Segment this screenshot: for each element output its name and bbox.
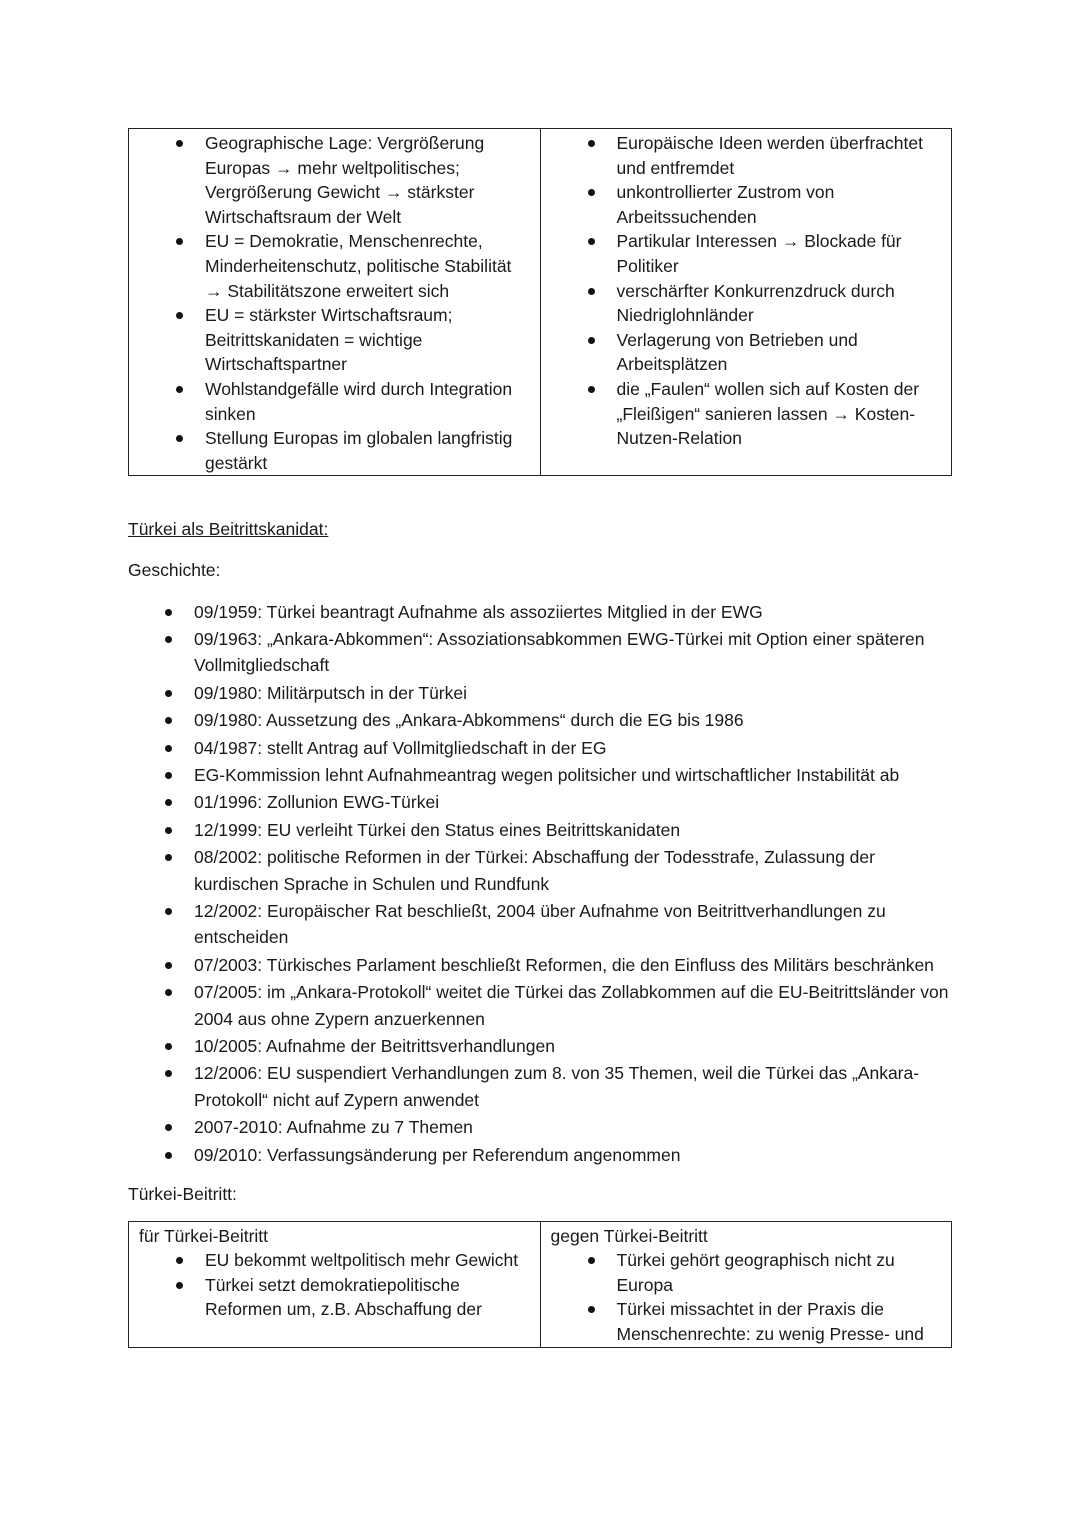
document-page: [128, 128, 952, 1348]
pro-column: [129, 129, 541, 476]
list-item: 2007-2010: Aufnahme zu 7 Themen: [194, 1114, 952, 1140]
list-item: die „Faulen“ wollen sich auf Kosten der „Fleißigen“ sanieren lassen → Kosten-Nutzen-Relation: [617, 377, 942, 451]
list-item: 10/2005: Aufnahme der Beitrittsverhandlungen: [194, 1033, 952, 1059]
list-item: 01/1996: Zollunion EWG-Türkei: [194, 789, 952, 815]
list-item: Wohlstandgefälle wird durch Integration sinken: [205, 377, 530, 426]
pro-tuerkei-column: [129, 1221, 541, 1347]
list-item: Stellung Europas im globalen langfristig gestärkt: [205, 426, 530, 475]
list-item: unkontrollierter Zustrom von Arbeitssuchenden: [617, 180, 942, 229]
column-header: für Türkei-Beitritt: [139, 1225, 269, 1246]
list-item: 08/2002: politische Reformen in der Türkei: Abschaffung der Todesstrafe, Zulassung der kurdischen Sprache in Schulen und Rundfunk: [194, 844, 952, 897]
list-item: 07/2003: Türkisches Parlament beschließt Reformen, die den Einfluss des Militärs beschränken: [194, 952, 952, 978]
list-item: 12/2002: Europäischer Rat beschließt, 2004 über Aufnahme von Beitrittverhandlungen zu entscheiden: [194, 898, 952, 951]
contra-column: [540, 129, 952, 476]
pro-tuerkei-list: [139, 1248, 530, 1322]
list-item: 09/1980: Aussetzung des „Ankara-Abkommens“ durch die EG bis 1986: [194, 707, 952, 733]
contra-tuerkei-column: [540, 1221, 952, 1347]
beitritt-label: Türkei-Beitritt:: [128, 1184, 237, 1205]
history-label: Geschichte:: [128, 559, 221, 580]
list-item: EU = stärkster Wirtschaftsraum; Beitrittskanidaten = wichtige Wirtschaftspartner: [205, 303, 530, 377]
history-list: [128, 599, 952, 1169]
pro-list: [139, 131, 530, 475]
list-item: Türkei missachtet in der Praxis die Menschenrechte: zu wenig Presse- und: [617, 1297, 942, 1346]
list-item: 09/2010: Verfassungsänderung per Referendum angenommen: [194, 1142, 952, 1168]
list-item: 12/2006: EU suspendiert Verhandlungen zum 8. von 35 Themen, weil die Türkei das „Ankara-Protokoll“ nicht auf Zypern anwendet: [194, 1060, 952, 1113]
list-item: Verlagerung von Betrieben und Arbeitsplätzen: [617, 328, 942, 377]
list-item: Türkei gehört geographisch nicht zu Europa: [617, 1248, 942, 1297]
list-item: EU = Demokratie, Menschenrechte, Minderheitenschutz, politische Stabilität → Stabilitätszone erweitert sich: [205, 229, 530, 303]
list-item: 12/1999: EU verleiht Türkei den Status eines Beitrittskanidaten: [194, 817, 952, 843]
list-item: Geographische Lage: Vergrößerung Europas → mehr weltpolitisches; Vergrößerung Gewicht → stärkster Wirtschaftsraum der Welt: [205, 131, 530, 229]
list-item: EG-Kommission lehnt Aufnahmeantrag wegen politsicher und wirtschaftlicher Instabilität ab: [194, 762, 952, 788]
column-header: gegen Türkei-Beitritt: [550, 1225, 708, 1246]
contra-list: [551, 131, 942, 451]
list-item: EU bekommt weltpolitisch mehr Gewicht: [205, 1248, 530, 1273]
list-item: Partikular Interessen → Blockade für Politiker: [617, 229, 942, 278]
list-item: Europäische Ideen werden überfrachtet und entfremdet: [617, 131, 942, 180]
contra-tuerkei-list: [551, 1248, 942, 1346]
list-item: 09/1963: „Ankara-Abkommen“: Assoziationsabkommen EWG-Türkei mit Option einer späteren Vollmitgliedschaft: [194, 626, 952, 679]
list-item: 04/1987: stellt Antrag auf Vollmitgliedschaft in der EG: [194, 735, 952, 761]
pro-contra-table: [128, 128, 952, 476]
list-item: 09/1959: Türkei beantragt Aufnahme als assoziiertes Mitglied in der EWG: [194, 599, 952, 625]
list-item: 07/2005: im „Ankara-Protokoll“ weitet die Türkei das Zollabkommen auf die EU-Beitrittsländer von 2004 aus ohne Zypern anzuerkennen: [194, 979, 952, 1032]
list-item: Türkei setzt demokratiepolitische Reformen um, z.B. Abschaffung der: [205, 1273, 530, 1322]
tuerkei-beitritt-table: [128, 1221, 952, 1348]
list-item: verschärfter Konkurrenzdruck durch Niedriglohnländer: [617, 279, 942, 328]
list-item: 09/1980: Militärputsch in der Türkei: [194, 680, 952, 706]
section-heading: Türkei als Beitrittskanidat:: [128, 519, 329, 540]
